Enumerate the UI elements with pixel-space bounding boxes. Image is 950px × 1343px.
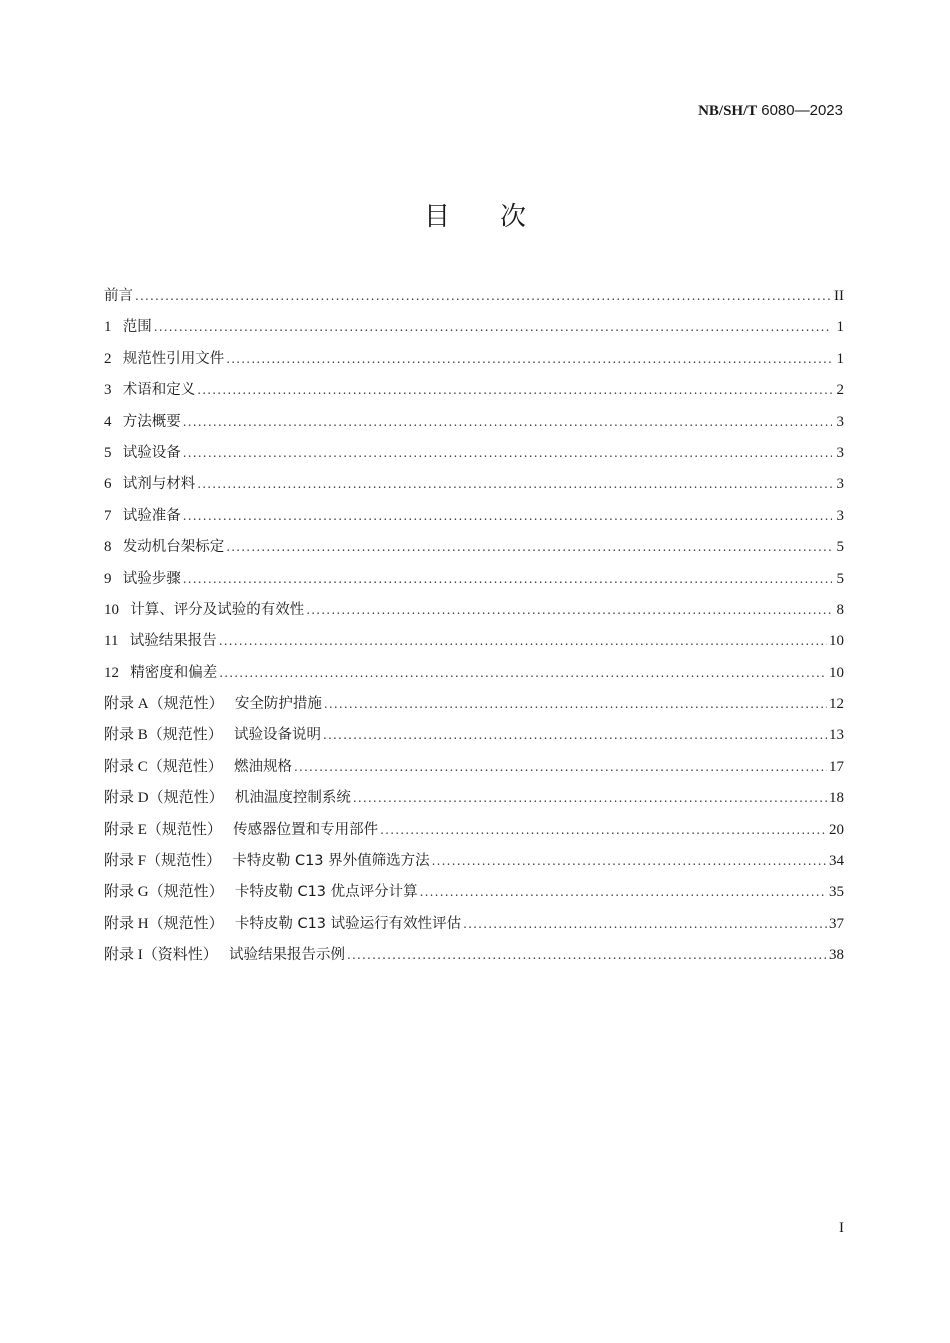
toc-entry-page: 5 [836,539,844,556]
toc-appendix-number: 附录 E（规范性） [104,821,234,838]
toc-dot-leader [294,755,827,779]
toc-entry-label: 传感器位置和专用部件 [233,821,379,838]
toc-entry-label: 试验设备 [122,444,181,461]
toc-dot-leader [219,661,827,685]
toc-entry-number: 7 [104,507,123,524]
toc-entry-page: 37 [829,915,844,932]
toc-entry-page: 10 [829,633,844,650]
toc-entry-number: 1 [104,319,123,336]
toc-appendix-entry[interactable] [104,723,844,754]
toc-appendix-entry[interactable] [104,755,844,786]
toc-entry-number: 9 [104,570,123,587]
toc-appendix-entry[interactable] [104,912,844,943]
toc-entry-label: 计算、评分及试验的有效性 [130,601,305,618]
toc-entry-label: 发动机台架标定 [122,539,225,556]
toc-appendix-entry[interactable] [104,880,844,911]
toc-entry-page: 3 [836,476,844,493]
toc-appendix-entry[interactable] [104,818,844,849]
toc-dot-leader [353,786,827,810]
toc-appendix-number: 附录 C（规范性） [104,758,235,775]
standard-year: 6080—2023 [761,102,843,119]
toc-entry[interactable] [104,410,844,441]
toc-dot-leader [154,315,832,339]
toc-entry[interactable] [104,504,844,535]
toc-dot-leader [324,692,827,716]
toc-appendix-number: 附录 D（规范性） [104,790,235,807]
toc-entry-label: 试验准备 [122,507,181,524]
toc-entry-page: 1 [836,319,844,336]
toc-entry-page: 3 [836,413,844,430]
table-of-contents [104,284,844,975]
toc-appendix-entry[interactable] [104,849,844,880]
toc-entry-label: 术语和定义 [122,382,196,399]
toc-entry-label: 卡特皮勒 C13 界外值筛选方法 [232,853,430,870]
toc-entry-page: 3 [836,444,844,461]
toc-entry[interactable] [104,629,844,660]
toc-entry-label: 规范性引用文件 [122,350,225,367]
toc-appendix-number: 附录 G（规范性） [104,884,235,901]
toc-dot-leader [226,347,832,371]
toc-entry-page: 2 [836,382,844,399]
toc-entry-page: 5 [836,570,844,587]
toc-entry[interactable] [104,378,844,409]
toc-dot-leader [197,378,832,402]
toc-entry-page: II [834,288,844,304]
toc-entry-label: 范围 [122,319,152,336]
toc-entry[interactable] [104,347,844,378]
toc-appendix-number: 附录 A（规范性） [104,696,235,713]
toc-entry[interactable] [104,661,844,692]
toc-dot-leader [197,472,832,496]
toc-entry-label: 试验步骤 [122,570,181,587]
page-number: I [839,1220,844,1236]
toc-entry-page: 8 [836,601,844,618]
toc-entry-label: 安全防护措施 [234,696,322,713]
toc-dot-leader [226,535,832,559]
standard-number-header [698,101,843,120]
toc-entry[interactable] [104,535,844,566]
toc-dot-leader [347,943,827,967]
toc-dot-leader [420,880,827,904]
toc-entry-label: 试验结果报告 [129,633,217,650]
toc-entry[interactable] [104,472,844,503]
toc-entry-page: 12 [829,696,844,713]
toc-appendix-number: 附录 F（规范性） [104,853,233,870]
toc-entry-number: 4 [104,413,123,430]
toc-dot-leader [219,629,827,653]
toc-entry[interactable] [104,315,844,346]
toc-dot-leader [380,818,827,842]
toc-entry-page: 38 [829,947,844,964]
toc-entry-label: 机油温度控制系统 [234,790,351,807]
page-title: 目次 [423,202,576,232]
toc-dot-leader [135,284,832,308]
toc-entry-number: 6 [104,476,123,493]
toc-entry-page: 10 [829,664,844,681]
standard-code: NB/SH/T [698,103,758,119]
toc-entry-label: 燃油规格 [234,758,293,775]
toc-dot-leader [323,723,827,747]
toc-entry-number: 5 [104,444,123,461]
toc-appendix-entry[interactable] [104,692,844,723]
toc-appendix-number: 附录 B（规范性） [104,727,235,744]
toc-entry-page: 17 [829,758,844,775]
toc-dot-leader [183,410,832,434]
toc-entry-preface[interactable] [104,284,844,315]
toc-entry-label: 试验结果报告示例 [229,947,345,964]
toc-dot-leader [183,504,832,528]
toc-entry-label: 试验设备说明 [234,727,322,744]
toc-entry-label: 卡特皮勒 C13 优点评分计算 [234,884,418,901]
toc-dot-leader [306,598,832,622]
toc-entry-label: 精密度和偏差 [130,664,218,681]
toc-entry-number: 12 [104,664,131,681]
toc-entry-page: 3 [836,507,844,524]
toc-entry-page: 18 [829,790,844,807]
toc-entry-label: 前言 [104,288,133,304]
toc-entry-page: 20 [829,821,844,838]
toc-entry-page: 13 [829,727,844,744]
toc-entry-page: 34 [829,853,844,870]
toc-entry[interactable] [104,598,844,629]
toc-entry-number: 2 [104,350,123,367]
toc-entry-label: 卡特皮勒 C13 试验运行有效性评估 [234,915,462,932]
toc-entry[interactable] [104,441,844,472]
toc-appendix-entry[interactable] [104,943,844,974]
toc-entry-page: 35 [829,884,844,901]
toc-entry[interactable] [104,567,844,598]
toc-dot-leader [183,441,832,465]
toc-appendix-number: 附录 H（规范性） [104,915,235,932]
toc-entry-number: 3 [104,382,123,399]
toc-dot-leader [183,567,832,591]
toc-entry-label: 试剂与材料 [122,476,196,493]
toc-entry-number: 8 [104,539,123,556]
toc-dot-leader [432,849,827,873]
toc-entry-page: 1 [836,350,844,367]
toc-entry-number: 10 [104,601,131,618]
toc-dot-leader [463,912,827,936]
toc-entry-label: 方法概要 [122,413,181,430]
toc-appendix-entry[interactable] [104,786,844,817]
toc-entry-number: 11 [104,633,130,650]
toc-appendix-number: 附录 I（资料性） [104,947,229,964]
